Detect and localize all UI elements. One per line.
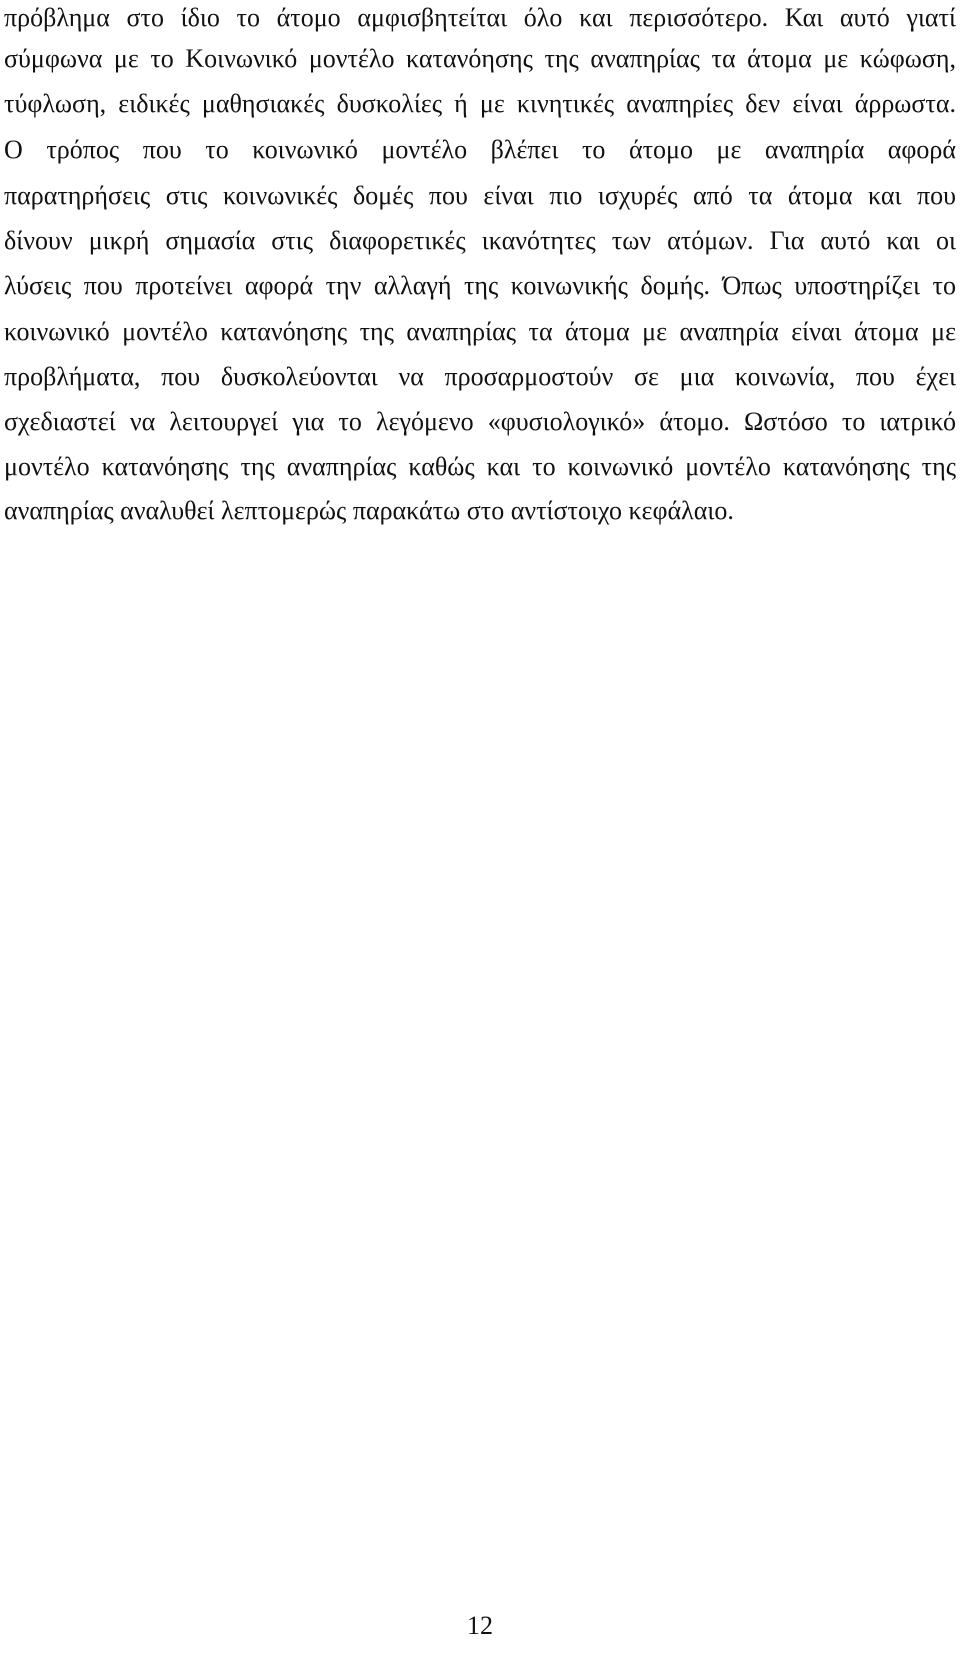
paragraph-line: δίνουν μικρή σημασία στις διαφορετικές ικανότητες των ατόμων. Για αυτό και οι [4,226,956,255]
paragraph-line: Ο τρόπος που το κοινωνικό μοντέλο βλέπει το άτομο με αναπηρία αφορά [4,135,956,164]
paragraph-line: αναπηρίας αναλυθεί λεπτομερώς παρακάτω στο αντίστοιχο κεφάλαιο. [4,496,734,525]
paragraph-line: κοινωνικό μοντέλο κατανόησης της αναπηρίας τα άτομα με αναπηρία είναι άτομα με [4,317,956,346]
paragraph-line: σύμφωνα με το Κοινωνικό μοντέλο κατανόησης της αναπηρίας τα άτομα με κώφωση, [4,44,956,73]
paragraph-line: λύσεις που προτείνει αφορά την αλλαγή της κοινωνικής δομής. Όπως υποστηρίζει το [4,271,956,300]
paragraph-line: παρατηρήσεις στις κοινωνικές δομές που είναι πιο ισχυρές από τα άτομα και που [4,181,956,210]
paragraph-line: προβλήματα, που δυσκολεύονται να προσαρμοστούν σε μια κοινωνία, που έχει [4,362,956,391]
paragraph-line: πρόβλημα στο ίδιο το άτομο αμφισβητείται όλο και περισσότερο. Και αυτό γιατί [4,3,956,32]
page-number: 12 [467,1611,493,1640]
paragraph-line: μοντέλο κατανόησης της αναπηρίας καθώς και το κοινωνικό μοντέλο κατανόησης της [4,452,956,481]
paragraph-line: σχεδιαστεί να λειτουργεί για το λεγόμενο «φυσιολογικό» άτομο. Ωστόσο το ιατρικό [4,407,956,436]
paragraph-line: τύφλωση, ειδικές μαθησιακές δυσκολίες ή με κινητικές αναπηρίες δεν είναι άρρωστα. [4,89,956,118]
